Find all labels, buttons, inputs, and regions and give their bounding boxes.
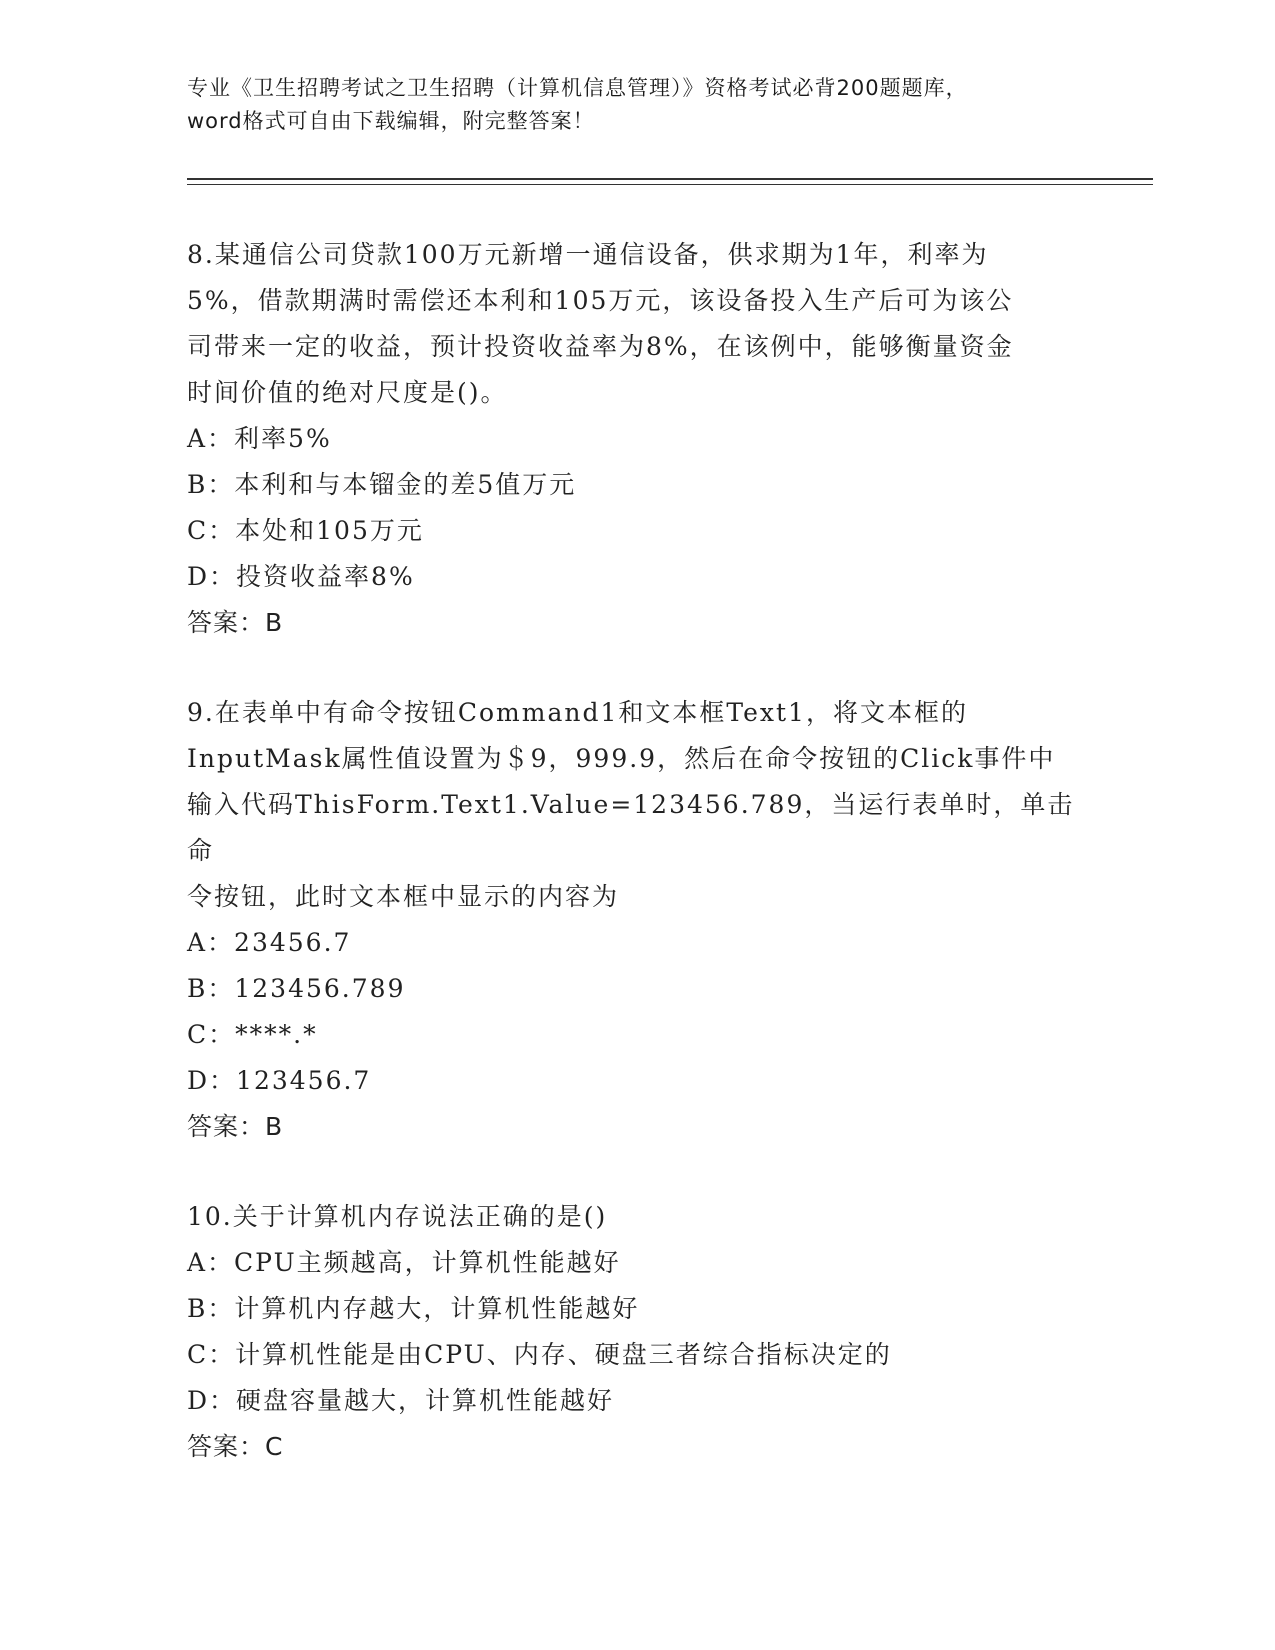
header-divider-thick [187,178,1153,180]
question-stem-line: InputMask属性值设置为＄9，999.9，然后在命令按钮的Click事件中 [187,744,1056,773]
answer-label: 答案：B [187,1112,284,1141]
question-spacer [187,1150,1087,1194]
document-header [187,72,1087,138]
question-stem-line: 司带来一定的收益，预计投资收益率为8%，在该例中，能够衡量资金 [187,332,1014,361]
question-stem-line: 9.在表单中有命令按钮Command1和文本框Text1，将文本框的 [187,698,968,727]
option-c: C：计算机性能是由CPU、内存、硬盘三者综合指标决定的 [187,1340,892,1369]
question-stem-line: 输入代码ThisForm.Text1.Value=123456.789，当运行表单时，单击命 [187,790,1075,865]
option-c: C：****.* [187,1020,318,1049]
question-stem-line: 5%，借款期满时需偿还本利和105万元，该设备投入生产后可为该公 [187,286,1014,315]
question-stem-line: 10.关于计算机内存说法正确的是() [187,1202,608,1231]
header-line-1: 专业《卫生招聘考试之卫生招聘（计算机信息管理）》资格考试必背200题题库， [187,76,968,100]
question-8 [187,232,1087,646]
question-stem-line: 8.某通信公司贷款100万元新增一通信设备，供求期为1年，利率为 [187,240,989,269]
question-spacer [187,646,1087,690]
option-d: D：123456.7 [187,1066,372,1095]
header-line-2: word格式可自由下载编辑，附完整答案！ [187,109,595,133]
question-9 [187,690,1087,1150]
option-d: D：硬盘容量越大，计算机性能越好 [187,1386,615,1415]
question-stem-line: 令按钮，此时文本框中显示的内容为 [187,882,620,911]
option-b: B：本利和与本镏金的差5值万元 [187,470,577,499]
option-a: A：利率5% [187,424,332,453]
option-b: B：123456.789 [187,974,406,1003]
question-10 [187,1194,1087,1470]
answer-label: 答案：B [187,608,284,637]
option-b: B：计算机内存越大，计算机性能越好 [187,1294,640,1323]
option-a: A：CPU主频越高，计算机性能越好 [187,1248,621,1277]
header-divider-thin [187,184,1153,185]
option-c: C：本处和105万元 [187,516,424,545]
option-d: D：投资收益率8% [187,562,415,591]
answer-label: 答案：C [187,1432,284,1461]
question-stem-line: 时间价值的绝对尺度是()。 [187,378,508,407]
question-list [187,232,1087,1470]
option-a: A：23456.7 [187,928,352,957]
